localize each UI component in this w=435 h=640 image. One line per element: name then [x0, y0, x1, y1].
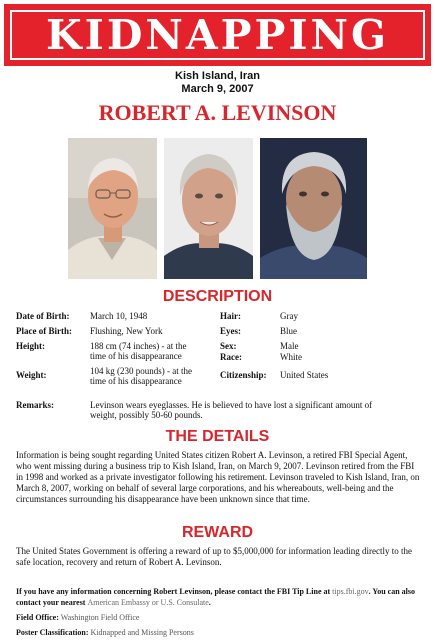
height-value-line2: time of his disappearance: [90, 351, 182, 361]
dob-value: March 10, 1948: [90, 311, 148, 321]
weight-value-line2: time of his disappearance: [90, 376, 182, 386]
citizenship-label: Citizenship:: [220, 370, 267, 380]
contact-text-2: . You can also contact your nearest: [16, 587, 415, 607]
poster-classification: [16, 628, 194, 638]
dob-label: Date of Birth:: [16, 311, 70, 321]
details-heading: THE DETAILS: [165, 428, 270, 445]
incident-info: [0, 70, 435, 96]
pob-label: Place of Birth:: [16, 326, 72, 336]
field-office: [16, 613, 139, 623]
poster-class-label: Poster Classification:: [16, 628, 89, 637]
subject-name: ROBERT A. LEVINSON: [98, 100, 337, 125]
citizenship-value: United States: [280, 370, 329, 380]
kidnapping-banner: [4, 4, 431, 66]
height-value-line1: 188 cm (74 inches) - at the: [90, 341, 187, 351]
weight-label: Weight:: [16, 370, 47, 380]
sex-value: Male: [280, 341, 299, 351]
height-label: Height:: [16, 341, 45, 351]
photo-bearded: [260, 138, 367, 279]
sex-label: Sex:: [220, 341, 237, 351]
remarks-line1: Levinson wears eyeglasses. He is believed to have lost a significant amount of: [90, 400, 373, 410]
weight-value-line1: 104 kg (230 pounds) - at the: [90, 366, 192, 376]
contact-text-1: If you have any information concerning Robert Levinson, please contact the FBI Tip Line at: [16, 587, 331, 596]
poster-class-value: Kidnapped and Missing Persons: [90, 628, 194, 637]
hair-value: Gray: [280, 311, 298, 321]
tip-line-link[interactable]: tips.fbi.gov: [332, 587, 369, 596]
banner-title: KIDNAPPING: [46, 10, 389, 59]
field-office-value: Washington Field Office: [60, 613, 140, 622]
incident-date: March 9, 2007: [181, 83, 254, 95]
embassy-text: American Embassy or U.S. Consulate: [87, 598, 209, 607]
eyes-label: Eyes:: [220, 326, 241, 336]
remarks-label: Remarks:: [16, 400, 54, 410]
contact-info: [16, 586, 421, 608]
reward-heading: REWARD: [181, 524, 254, 541]
pob-value: Flushing, New York: [90, 326, 163, 336]
photo-gray-hair: [164, 138, 253, 279]
incident-location: Kish Island, Iran: [175, 70, 260, 82]
reward-text: The United States Government is offering a reward of up to $5,000,000 for information leading directly to the safe location, recovery and return of Robert A. Levinson.: [16, 546, 412, 567]
banner-frame: [10, 10, 425, 60]
details-text: Information is being sought regarding United States citizen Robert A. Levinson, a retired FBI Special Agent, who went missing during a business trip to Kish Island, Iran, on March 9, 2007. Levinson retired from the FBI in 1998 and worked as a private investigator following his retirement. Levinson traveled to Kish Island, Iran, on March 8, 2007, working on behalf of several large corporations, and his whereabouts, well-being and the circumstances surrounding his disappearance have been unknown since that time.: [16, 450, 420, 504]
eyes-value: Blue: [280, 326, 297, 336]
contact-end: .: [208, 598, 211, 607]
race-label: Race:: [220, 352, 242, 362]
field-office-label: Field Office:: [16, 613, 59, 622]
race-value: White: [280, 352, 302, 362]
photo-clean-shaven: [68, 138, 157, 279]
remarks-line2: weight, possibly 50-60 pounds.: [90, 410, 203, 420]
hair-label: Hair:: [220, 311, 241, 321]
description-heading: DESCRIPTION: [162, 288, 273, 305]
